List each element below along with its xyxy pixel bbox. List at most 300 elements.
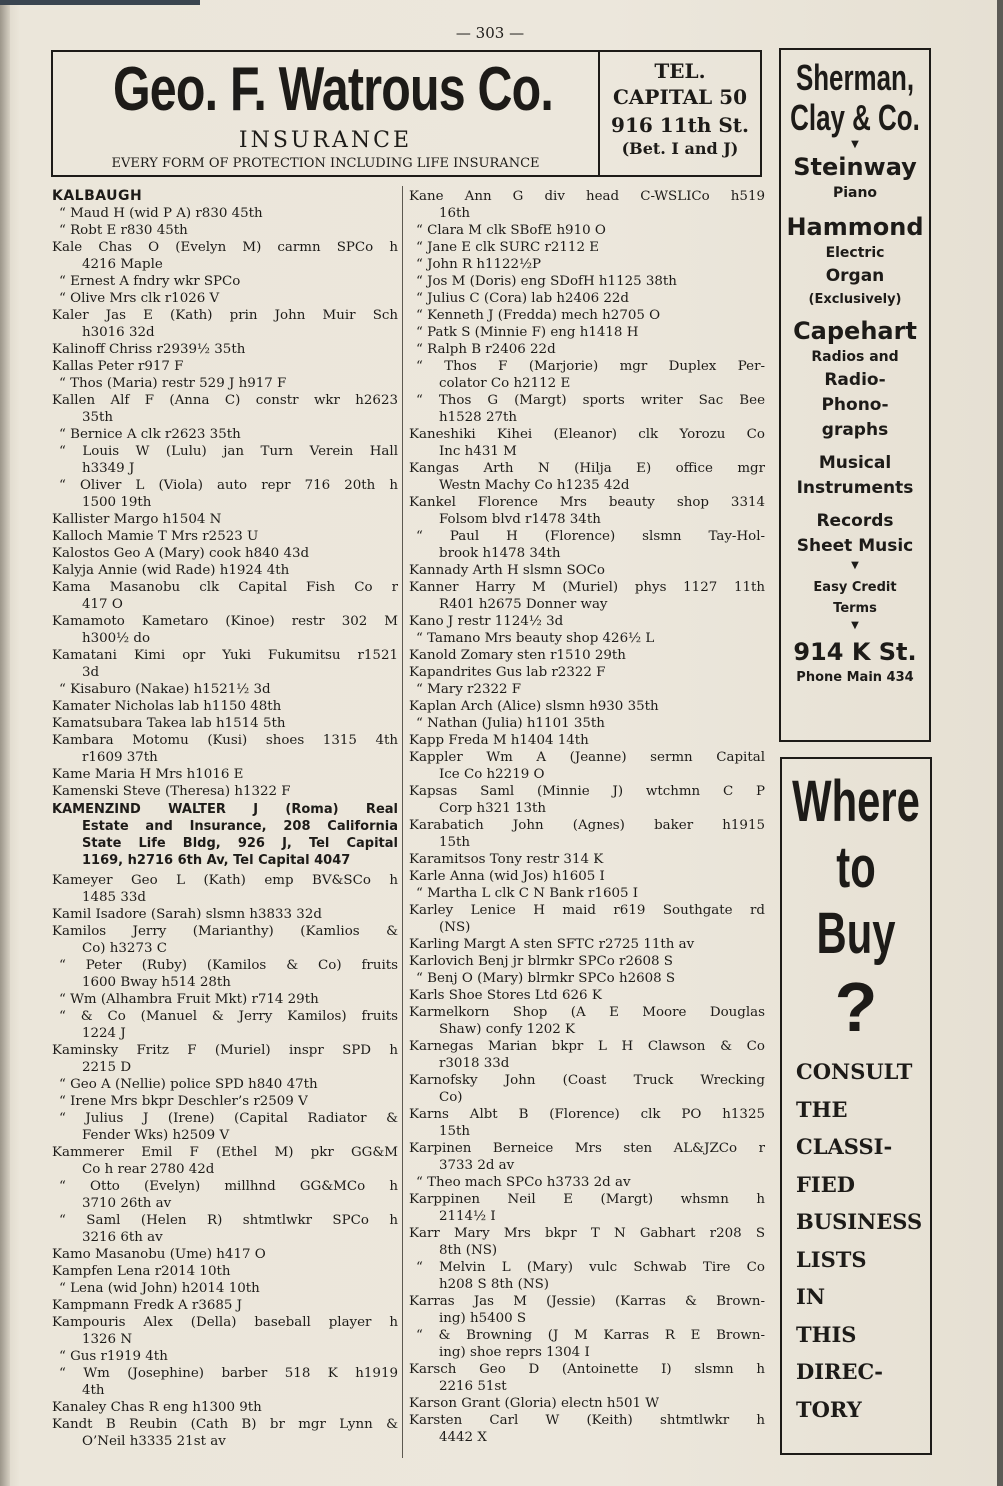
listing-entry (52, 205, 398, 222)
listing-entry (52, 957, 398, 991)
wtb-body (782, 1053, 930, 1428)
sherman-clay-ad (779, 48, 931, 742)
sc-records: Records (816, 511, 894, 531)
listing-line: Kamamoto Kametaro (Kinoe) restr 302 M (52, 614, 398, 629)
wtb-body-line: THIS (796, 1321, 857, 1347)
listing-entry (52, 647, 398, 681)
listing-entry (52, 923, 398, 957)
sc-easy-credit: Easy Credit (813, 580, 897, 595)
sc-instruments: Instruments (796, 478, 914, 498)
listing-line: Kapsas Saml (Minnie J) wtchmn C P (409, 784, 765, 799)
listing-line: 2215 D (82, 1060, 132, 1075)
listing-line: “ Jos M (Doris) eng SDofH h1125 38th (416, 274, 677, 289)
listing-entry (409, 783, 765, 817)
listing-entry (409, 732, 765, 749)
listing-entry (409, 579, 765, 613)
listing-entry (52, 1076, 398, 1093)
listing-entry (409, 681, 765, 698)
listing-line: Estate and Insurance, 208 California (82, 819, 398, 834)
scan-edge (0, 0, 200, 5)
ad-contact-panel (600, 52, 760, 175)
listing-entry (52, 1280, 398, 1297)
watrous-insurance-ad (51, 50, 762, 177)
listing-line: Karlovich Benj jr blrmkr SPCo r2608 S (409, 954, 673, 969)
listing-line: Karls Shoe Stores Ltd 626 K (409, 988, 602, 1003)
listing-line: “ & Browning (J M Karras R E Brown- (416, 1328, 765, 1343)
listing-entry (52, 732, 398, 766)
page-gutter (0, 0, 10, 1486)
listing-entry (409, 273, 765, 290)
sc-radio: Radio- (824, 370, 886, 390)
listing-line: Kame Maria H Mrs h1016 E (52, 767, 244, 782)
listing-entry (409, 1395, 765, 1412)
listing-line: “ Lena (wid John) h2014 10th (59, 1281, 260, 1296)
listing-entry (409, 1191, 765, 1225)
listing-line: (NS) (439, 920, 471, 935)
listing-entry (52, 1093, 398, 1110)
listing-entry (52, 1314, 398, 1348)
listing-line: Kamatani Kimi opr Yuki Fukumitsu r1521 (52, 648, 398, 663)
listing-line: Karsten Carl W (Keith) shtmtlwkr h (409, 1413, 765, 1428)
listing-line: Kanaley Chas R eng h1300 9th (52, 1400, 262, 1415)
ad-address: 916 11th St. (611, 113, 749, 137)
listing-line: Karnegas Marian bkpr L H Clawson & Co (409, 1039, 765, 1054)
listing-line: Karnofsky John (Coast Truck Wrecking (409, 1073, 765, 1088)
listing-entry (409, 341, 765, 358)
listing-entry (52, 698, 398, 715)
listing-line: 8th (NS) (439, 1243, 498, 1258)
listing-line: Kano J restr 1124½ 3d (409, 614, 564, 629)
listing-entry (409, 460, 765, 494)
listing-entry (409, 1361, 765, 1395)
listing-line: 2114½ I (439, 1209, 496, 1224)
wtb-body-line: LISTS (796, 1246, 867, 1272)
listing-line: State Life Bldg, 926 J, Tel Capital (82, 836, 398, 851)
listing-line: r1609 37th (82, 750, 158, 765)
wtb-body-line: DIREC- (796, 1359, 883, 1384)
listing-line: Kaneshiki Kihei (Eleanor) clk Yorozu Co (409, 427, 765, 442)
listing-line: Kapp Freda M h1404 14th (409, 733, 589, 748)
listing-line: R401 h2675 Donner way (439, 597, 608, 612)
listing-entry (409, 307, 765, 324)
listing-line: KAMENZIND WALTER J (Roma) Real (52, 802, 398, 817)
listing-entry (52, 1263, 398, 1280)
listing-entry (52, 511, 398, 528)
listing-line: 3733 2d av (439, 1158, 515, 1173)
listing-line: “ Martha L clk C N Bank r1605 I (416, 886, 639, 901)
listing-line: Kamo Masanobu (Ume) h417 O (52, 1247, 266, 1262)
listing-line: “ Julius J (Irene) (Capital Radiator & (59, 1111, 398, 1126)
listing-entry (409, 953, 765, 970)
listing-entry (52, 801, 398, 869)
listing-line: Kappler Wm A (Jeanne) sermn Capital (409, 750, 765, 765)
listing-entry (52, 1416, 398, 1450)
listing-line: 4216 Maple (82, 257, 163, 272)
listing-line: “ Theo mach SPCo h3733 2d av (416, 1175, 631, 1190)
listing-line: Co h rear 2780 42d (82, 1162, 215, 1177)
listing-entry (409, 613, 765, 630)
listing-line: Kangas Arth N (Hilja E) office mgr (409, 461, 765, 476)
listing-entry (409, 749, 765, 783)
listing-line: Kane Ann G div head C-WSLICo h519 (409, 189, 765, 204)
listing-line: Kampouris Alex (Della) baseball player h (52, 1315, 398, 1330)
listing-entry (52, 545, 398, 562)
listing-entry (409, 936, 765, 953)
listing-entry (409, 1412, 765, 1446)
listing-entry (52, 222, 398, 239)
listing-entry (52, 358, 398, 375)
listing-line: KALBAUGH (52, 188, 143, 204)
listing-line: “ Peter (Ruby) (Kamilos & Co) fruits (59, 958, 398, 973)
listing-entry (52, 715, 398, 732)
sc-exclusively: (Exclusively) (808, 292, 902, 307)
sc-phone: Phone Main 434 (796, 670, 914, 685)
listing-line: “ Kisaburo (Nakae) h1521½ 3d (59, 682, 271, 697)
listing-entry (409, 647, 765, 664)
sc-hammond: Hammond (786, 213, 924, 241)
listing-entry (52, 872, 398, 906)
listing-entry (52, 307, 398, 341)
listing-entry (409, 970, 765, 987)
listing-entry (52, 426, 398, 443)
wtb-title-line: Where (792, 769, 920, 834)
listing-line: “ Robt E r830 45th (59, 223, 188, 238)
listing-entry (52, 239, 398, 273)
listing-line: Karns Albt B (Florence) clk PO h1325 (409, 1107, 765, 1122)
listing-line: “ Irene Mrs bkpr Deschler’s r2509 V (59, 1094, 308, 1109)
listing-line: Kallas Peter r917 F (52, 359, 184, 374)
listing-line: Kamil Isadore (Sarah) slsmn h3833 32d (52, 907, 322, 922)
listing-line: 417 O (82, 597, 123, 612)
listing-line: 1224 J (82, 1026, 126, 1041)
listing-line: 4th (82, 1383, 105, 1398)
listing-line: “ Saml (Helen R) shtmtlwkr SPCo h (59, 1213, 398, 1228)
triangle-icon: ▼ (851, 560, 859, 571)
wtb-body-line: CONSULT (796, 1059, 913, 1084)
listing-entry (409, 698, 765, 715)
listing-entry (409, 1327, 765, 1361)
listing-line: “ Wm (Josephine) barber 518 K h1919 (59, 1366, 398, 1381)
listing-line: “ Oliver L (Viola) auto repr 716 20th h (59, 478, 398, 493)
listing-line: Karle Anna (wid Jos) h1605 I (409, 869, 605, 884)
listing-line: 15th (439, 1124, 471, 1139)
listing-entry (52, 1399, 398, 1416)
sc-piano: Piano (832, 185, 878, 201)
listing-line: brook h1478 34th (439, 546, 561, 561)
listing-line: Kanner Harry M (Muriel) phys 1127 11th (409, 580, 765, 595)
listing-entry (52, 1042, 398, 1076)
listing-line: 3216 6th av (82, 1230, 163, 1245)
triangle-icon: ▼ (851, 139, 859, 150)
listing-entry (52, 1008, 398, 1042)
listing-entry (409, 222, 765, 239)
listing-entry (52, 443, 398, 477)
listing-entry (52, 477, 398, 511)
listing-line: Co) (439, 1090, 463, 1105)
listing-line: “ Patk S (Minnie F) eng h1418 H (416, 325, 639, 340)
listing-line: Kalostos Geo A (Mary) cook h840 43d (52, 546, 310, 561)
question-mark: ? (834, 968, 878, 1046)
listing-line: h208 S 8th (NS) (439, 1277, 549, 1292)
listing-entry (409, 358, 765, 392)
wtb-body-line: THE (796, 1096, 848, 1122)
column-divider (402, 186, 403, 1458)
listing-line: Kambara Motomu (Kusi) shoes 1315 4th (52, 733, 398, 748)
listing-entry (409, 1004, 765, 1038)
listing-line: 2216 51st (439, 1379, 507, 1394)
listing-entry (52, 528, 398, 545)
left-listing-column (52, 188, 398, 1450)
listing-line: “ Nathan (Julia) h1101 35th (416, 716, 605, 731)
listing-line: 3710 26th av (82, 1196, 172, 1211)
listing-line: h300½ do (82, 631, 151, 646)
listing-entry (52, 1348, 398, 1365)
wtb-body-line: BUSINESS (796, 1209, 923, 1234)
surname-heading (52, 188, 398, 205)
listing-line: 15th (439, 835, 471, 850)
sc-phono: Phono- (821, 395, 889, 415)
listing-entry (409, 1038, 765, 1072)
listing-line: Kalloch Mamie T Mrs r2523 U (52, 529, 259, 544)
listing-entry (409, 868, 765, 885)
listing-line: Kale Chas O (Evelyn M) carmn SPCo h (52, 240, 398, 255)
listing-line: Karmelkorn Shop (A E Moore Douglas (409, 1005, 765, 1020)
listing-line: Kama Masanobu clk Capital Fish Co r (52, 580, 398, 595)
listing-line: “ Thos F (Marjorie) mgr Duplex Per- (416, 359, 765, 374)
sc-name-line1: Sherman, (795, 57, 915, 98)
triangle-icon: ▼ (851, 620, 859, 631)
listing-entry (409, 239, 765, 256)
listing-line: Kammerer Emil F (Ethel M) pkr GG&M (52, 1145, 398, 1160)
listing-line: “ Mary r2322 F (416, 682, 522, 697)
listing-entry (52, 1212, 398, 1246)
listing-entry (409, 426, 765, 460)
listing-line: “ Ralph B r2406 22d (416, 342, 556, 357)
listing-line: Corp h321 13th (439, 801, 547, 816)
listing-line: Karley Lenice H maid r619 Southgate rd (409, 903, 765, 918)
listing-line: Fender Wks) h2509 V (82, 1128, 230, 1143)
listing-line: 1485 33d (82, 890, 146, 905)
listing-entry (52, 579, 398, 613)
wtb-title (782, 769, 930, 967)
listing-line: “ Jane E clk SURC r2112 E (416, 240, 599, 255)
ad-tel-label: TEL. (654, 59, 706, 83)
listing-entry (52, 906, 398, 923)
listing-line: O’Neil h3335 21st av (82, 1434, 226, 1449)
ad-company-name: Geo. F. Watrous Co. (112, 55, 554, 124)
listing-entry (52, 991, 398, 1008)
listing-line: Kallen Alf F (Anna C) constr wkr h2623 (52, 393, 398, 408)
sc-steinway: Steinway (793, 153, 917, 181)
listing-line: “ Otto (Evelyn) millhnd GG&MCo h (59, 1179, 398, 1194)
listing-line: ing) h5400 S (439, 1311, 527, 1326)
wtb-title-line: Buy (816, 901, 896, 966)
right-listing-column (409, 188, 765, 1446)
listing-entry (409, 664, 765, 681)
listing-line: “ Gus r1919 4th (59, 1349, 168, 1364)
listing-line: Kamilos Jerry (Marianthy) (Kamlios & (52, 924, 398, 939)
sc-capehart: Capehart (793, 317, 917, 345)
listing-entry (409, 885, 765, 902)
listing-line: Karpinen Berneice Mrs sten AL&JZCo r (409, 1141, 765, 1156)
sc-terms: Terms (833, 601, 877, 616)
listing-line: Karsch Geo D (Antoinette I) slsmn h (409, 1362, 765, 1377)
listing-line: 16th (439, 206, 471, 221)
listing-entry (409, 817, 765, 851)
listing-line: Karson Grant (Gloria) electn h501 W (409, 1396, 660, 1411)
listing-entry (409, 715, 765, 732)
listing-line: colator Co h2112 E (439, 376, 571, 391)
sc-graphs: graphs (821, 420, 889, 440)
listing-line: “ Thos G (Margt) sports writer Sac Bee (416, 393, 765, 408)
listing-line: “ & Co (Manuel & Jerry Kamilos) fruits (59, 1009, 398, 1024)
listing-entry (52, 1144, 398, 1178)
listing-line: Inc h431 M (439, 444, 517, 459)
listing-line: 3d (82, 665, 100, 680)
listing-line: “ Ernest A fndry wkr SPCo (59, 274, 241, 289)
listing-entry (409, 987, 765, 1004)
page-number: — 303 — (455, 24, 525, 42)
listing-entry (52, 273, 398, 290)
listing-entry (52, 1178, 398, 1212)
ad-phone: CAPITAL 50 (613, 85, 747, 109)
listing-line: “ Julius C (Cora) lab h2406 22d (416, 291, 629, 306)
listing-line: “ Tamano Mrs beauty shop 426½ L (416, 631, 655, 646)
listing-entry (52, 290, 398, 307)
listing-entry (409, 630, 765, 647)
listing-line: r3018 33d (439, 1056, 510, 1071)
listing-line: Kapandrites Gus lab r2322 F (409, 665, 606, 680)
listing-line: Co) h3273 C (82, 941, 167, 956)
listing-entry (52, 1110, 398, 1144)
listing-line: Kaplan Arch (Alice) slsmn h930 35th (409, 699, 659, 714)
listing-entry (52, 375, 398, 392)
listing-line: 1600 Bway h514 28th (82, 975, 231, 990)
wtb-body-line: TORY (796, 1396, 862, 1422)
listing-line: Kalinoff Chriss r2939½ 35th (52, 342, 246, 357)
listing-line: Folsom blvd r1478 34th (439, 512, 601, 527)
listing-line: “ Louis W (Lulu) jan Turn Verein Hall (59, 444, 398, 459)
listing-line: “ Geo A (Nellie) police SPD h840 47th (59, 1077, 318, 1092)
listing-line: Karamitsos Tony restr 314 K (409, 852, 604, 867)
listing-entry (409, 290, 765, 307)
listing-entry (52, 341, 398, 358)
listing-line: Kameyer Geo L (Kath) emp BV&SCo h (52, 873, 398, 888)
listing-line: “ Bernice A clk r2623 35th (59, 427, 241, 442)
listing-line: h3016 32d (82, 325, 155, 340)
listing-entry (409, 1072, 765, 1106)
listing-line: Kampfen Lena r2014 10th (52, 1264, 231, 1279)
wtb-body-line: CLASSI- (796, 1134, 893, 1159)
listing-line: Karppinen Neil E (Margt) whsmn h (409, 1192, 765, 1207)
listing-entry (409, 1259, 765, 1293)
listing-line: Kallister Margo h1504 N (52, 512, 222, 527)
listing-line: Shaw) confy 1202 K (439, 1022, 576, 1037)
listing-line: “ Melvin L (Mary) vulc Schwab Tire Co (416, 1260, 765, 1275)
listing-line: ing) shoe reprs 1304 I (439, 1345, 590, 1360)
listing-entry (52, 783, 398, 800)
listing-line: “ Wm (Alhambra Fruit Mkt) r714 29th (59, 992, 319, 1007)
listing-line: 1326 N (82, 1332, 133, 1347)
listing-line: h3349 J (82, 461, 135, 476)
listing-line: Karling Margt A sten SFTC r2725 11th av (409, 937, 695, 952)
listing-entry (409, 562, 765, 579)
listing-entry (409, 1174, 765, 1191)
listing-line: Westn Machy Co h1235 42d (439, 478, 630, 493)
listing-line: 4442 X (439, 1430, 487, 1445)
listing-entry (409, 324, 765, 341)
listing-line: Karabatich John (Agnes) baker h1915 (409, 818, 765, 833)
listing-line: Kalyja Annie (wid Rade) h1924 4th (52, 563, 290, 578)
listing-line: h1528 27th (439, 410, 518, 425)
listing-entry (409, 902, 765, 936)
listing-line: “ Maud H (wid P A) r830 45th (59, 206, 263, 221)
listing-entry (52, 1297, 398, 1314)
wtb-body-line: FIED (796, 1171, 855, 1197)
listing-line: Kaler Jas E (Kath) prin John Muir Sch (52, 308, 398, 323)
sc-name-line2: Clay & Co. (790, 97, 920, 138)
listing-line: Karras Jas M (Jessie) (Karras & Brown- (409, 1294, 765, 1309)
sc-musical: Musical (818, 453, 892, 473)
listing-line: Kaminsky Fritz F (Muriel) inspr SPD h (52, 1043, 398, 1058)
listing-entry (409, 392, 765, 426)
listing-entry (409, 1293, 765, 1327)
listing-entry (52, 392, 398, 426)
sc-electric: Electric (825, 245, 885, 261)
listing-entry (409, 1140, 765, 1174)
wtb-body-line: IN (796, 1284, 826, 1309)
listing-entry (52, 562, 398, 579)
listing-line: Kandt B Reubin (Cath B) br mgr Lynn & (52, 1417, 398, 1432)
listing-line: Kampmann Fredk A r3685 J (52, 1298, 243, 1313)
listing-entry (409, 188, 765, 222)
listing-line: Kamatsubara Takea lab h1514 5th (52, 716, 286, 731)
ad-tagline: EVERY FORM OF PROTECTION INCLUDING LIFE INSURANCE (111, 156, 540, 171)
listing-line: “ John R h1122½P (416, 257, 542, 272)
listing-entry (52, 1365, 398, 1399)
listing-line: Kamater Nicholas lab h1150 48th (52, 699, 282, 714)
listing-entry (409, 1106, 765, 1140)
where-to-buy-ad (780, 757, 932, 1455)
listing-line: 35th (82, 410, 114, 425)
sc-sheet-music: Sheet Music (796, 536, 914, 556)
sc-organ: Organ (825, 266, 885, 286)
ad-between: (Bet. I and J) (621, 139, 739, 158)
listing-line: “ Kenneth J (Fredda) mech h2705 O (416, 308, 661, 323)
listing-line: “ Thos (Maria) restr 529 J h917 F (59, 376, 287, 391)
listing-line: “ Clara M clk SBofE h910 O (416, 223, 606, 238)
wtb-title-line: to (836, 835, 876, 900)
listing-entry (409, 851, 765, 868)
listing-line: Kanold Zomary sten r1510 29th (409, 648, 626, 663)
listing-entry (409, 528, 765, 562)
listing-entry (52, 613, 398, 647)
listing-line: Ice Co h2219 O (439, 767, 545, 782)
sc-radios-and: Radios and (811, 349, 899, 365)
ad-main-panel (53, 52, 600, 175)
scan-edge-right (997, 0, 1003, 1486)
listing-entry (409, 494, 765, 528)
sc-address: 914 K St. (793, 638, 917, 666)
listing-entry (52, 681, 398, 698)
listing-line: 1169, h2716 6th Av, Tel Capital 4047 (82, 853, 351, 868)
listing-line: “ Paul H (Florence) slsmn Tay-Hol- (416, 529, 765, 544)
listing-line: Kannady Arth H slsmn SOCo (409, 563, 605, 578)
listing-line: Karr Mary Mrs bkpr T N Gabhart r208 S (409, 1226, 765, 1241)
listing-line: Kamenski Steve (Theresa) h1322 F (52, 784, 291, 799)
listing-line: “ Benj O (Mary) blrmkr SPCo h2608 S (416, 971, 676, 986)
listing-entry (409, 1225, 765, 1259)
